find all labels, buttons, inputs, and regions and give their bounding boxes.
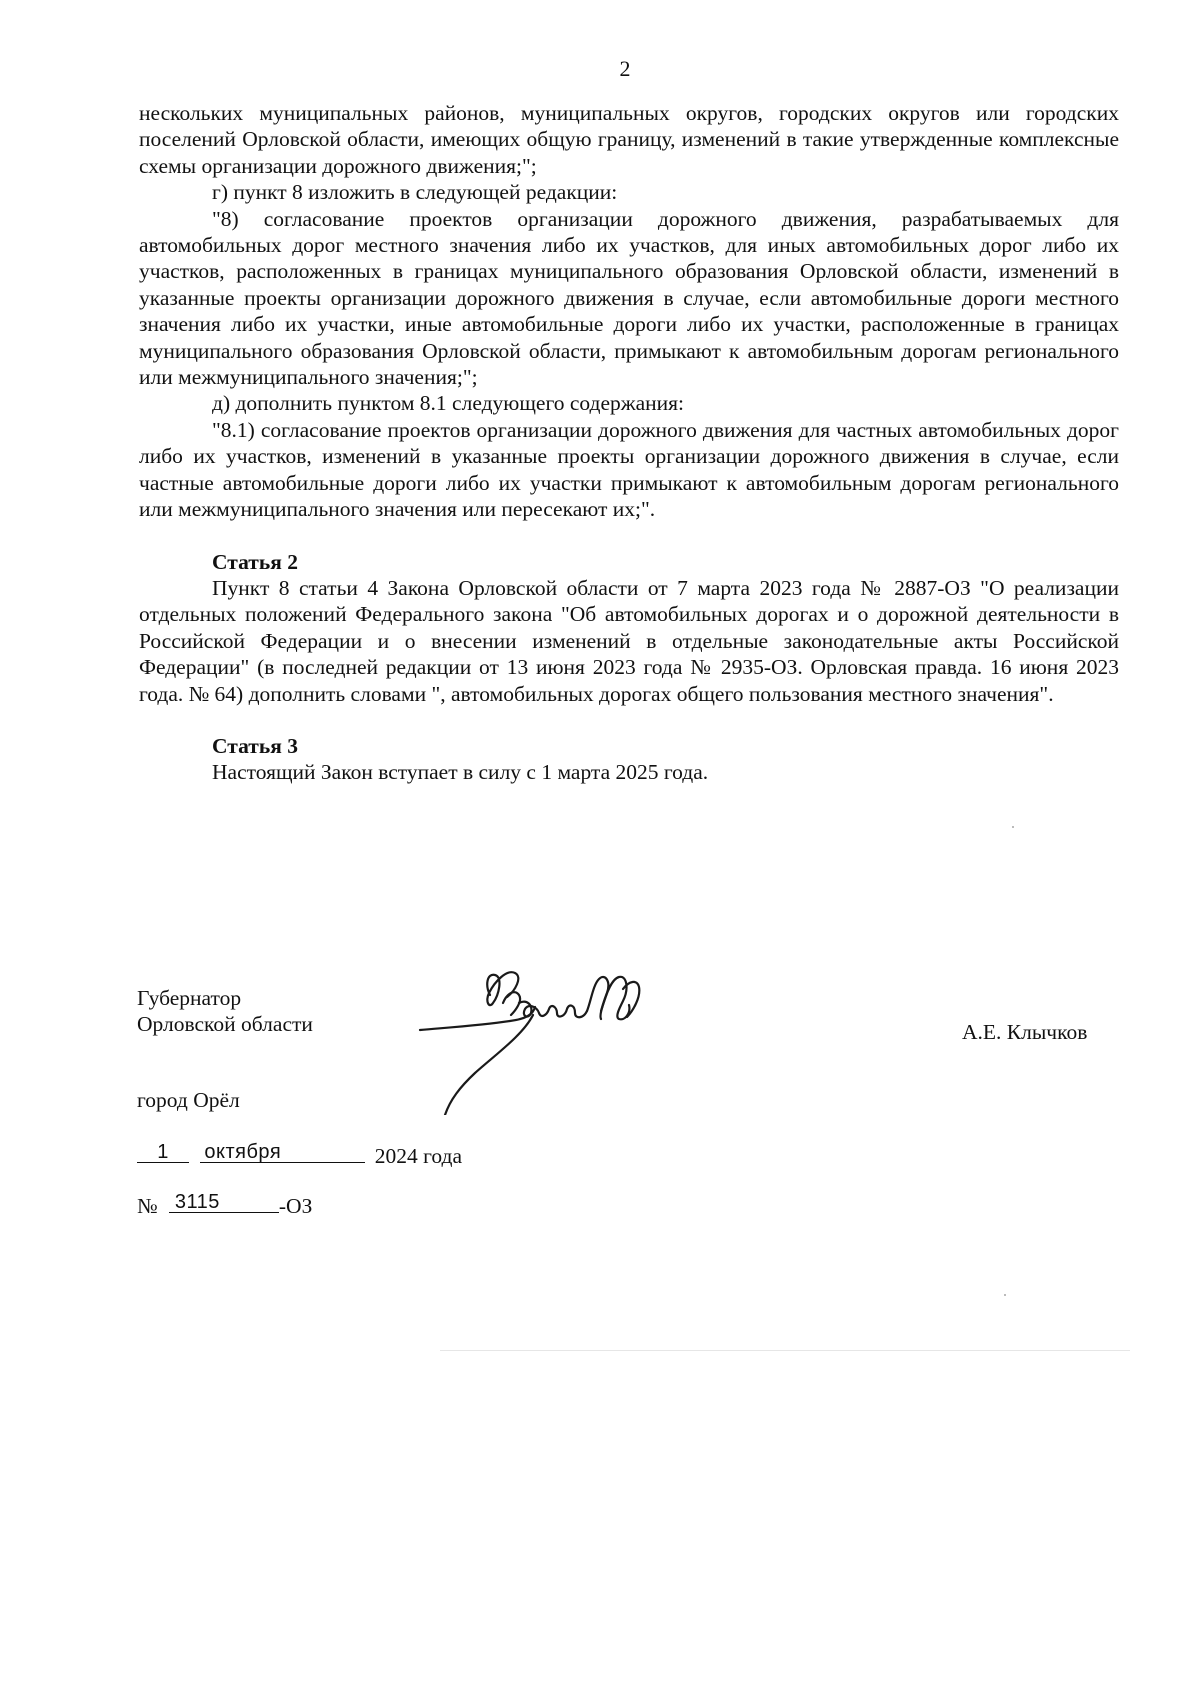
paragraph-item-d: д) дополнить пунктом 8.1 следующего содержания: [212,391,685,416]
date-month: октября [204,1141,282,1163]
signing-date [137,1140,462,1169]
signer-position [137,985,313,1038]
scan-speck [1012,826,1014,828]
law-number [137,1190,312,1219]
law-number-suffix: -ОЗ [278,1194,313,1218]
signer-position-line-2: Орловской области [137,1012,313,1037]
article-2-title: Статья 2 [212,549,298,574]
law-number-prefix: № [137,1194,158,1218]
signer-name: А.Е. Клычков [962,1020,1088,1044]
scan-speck [1004,1294,1006,1296]
signing-place: город Орёл [137,1088,240,1112]
scan-line-artifact [440,1350,1130,1351]
date-day: 1 [157,1141,169,1163]
date-day-field [137,1140,189,1163]
paragraph-continuation: нескольких муниципальных районов, муниципальных округов, городских округов или городских поселений Орловской области, имеющих общую границу, изменений в такие утвержденные комплексные схемы организации дорожного движения;"; [139,101,1119,178]
paragraph-item-g: г) пункт 8 изложить в следующей редакции: [212,180,618,205]
paragraph-clause-8: "8) согласование проектов организации дорожного движения, разрабатываемых для автомобильных дорог местного значения либо их участков, для иных автомобильных дорог либо их участков, расположенных в границах муниципального образования Орловской области, изменений в указанные проекты организации дорожного движения в случае, если автомобильные дороги местного значения либо их участки, иные автомобильные дороги либо их участки, расположенные в границах муниципального образования Орловской области, примыкают к автомобильным дорогам регионального или межмуниципального значения;"; [139,206,1119,390]
paragraph-clause-8-1: "8.1) согласование проектов организации дорожного движения для частных автомобильных дорог либо их участков, изменений в указанные проекты организации дорожного движения в случае, если частные автомобильные дороги либо их участки примыкают к автомобильным дорогам регионального или межмуниципального значения или пересекают их;". [139,417,1119,522]
article-2-text: Пункт 8 статьи 4 Закона Орловской области от 7 марта 2023 года № 2887-ОЗ "О реализации отдельных положений Федерального закона "Об автомобильных дорогах и о дорожной деятельности в Российской Федерации и о внесении изменений в отдельные законодательные акты Российской Федерации" (в последней редакции от 13 июня 2023 года № 2935-ОЗ. Орловская правда. 16 июня 2023 года. № 64) дополнить словами ", автомобильных дорогах общего пользования местного значения". [139,575,1119,706]
article-3-title: Статья 3 [212,733,298,758]
signer-position-line-1: Губернатор [137,986,242,1010]
law-body [139,100,1119,786]
law-number-value: 3115 [174,1191,220,1213]
date-month-field [200,1140,365,1163]
page-number: 2 [619,56,631,81]
article-3-text: Настоящий Закон вступает в силу с 1 марта 2025 года. [212,760,709,785]
handwritten-signature [415,955,695,1115]
law-number-field [169,1190,279,1213]
date-year: 2024 года [374,1144,463,1168]
